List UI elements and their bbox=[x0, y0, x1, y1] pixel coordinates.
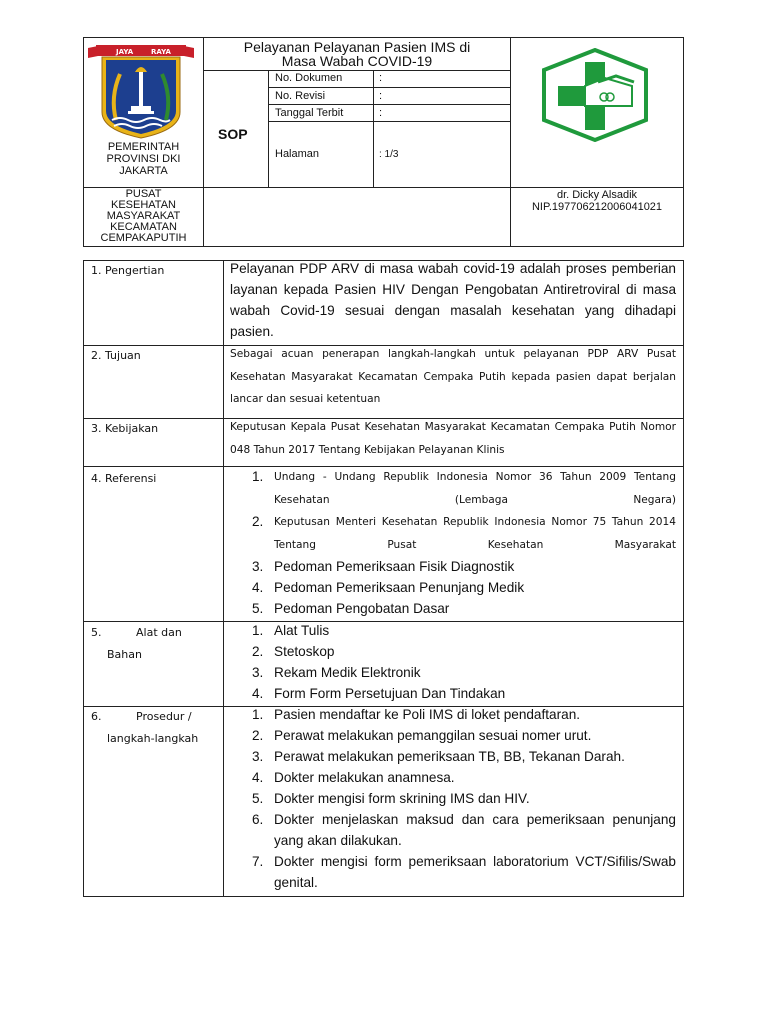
signatory-name: dr. Dicky Alsadik bbox=[556, 189, 638, 201]
list-item: 5. Dokter mengisi form skrining IMS dan HIV. bbox=[252, 791, 530, 806]
meta-value-date: : bbox=[379, 107, 383, 119]
list-item: 6. Dokter menjelaskan maksud dan cara pemeriksaan penunjang yang akan dilakukan. bbox=[252, 812, 676, 848]
list-item: 7. Dokter mengisi form pemeriksaan laboratorium VCT/Sifilis/Swab genital. bbox=[252, 854, 676, 890]
list-item: 3. Rekam Medik Elektronik bbox=[252, 665, 421, 680]
section-label-prosedur-num: 6. bbox=[91, 710, 102, 723]
ribbon-right-text: RAYA bbox=[151, 48, 171, 56]
institution-name: PEMERINTAH PROVINSI DKI JAKARTA bbox=[106, 141, 181, 177]
section-label-alat-a: Alat dan bbox=[136, 626, 182, 639]
signatory bbox=[511, 189, 683, 213]
list-item: 1. Undang - Undang Republik Indonesia Nomor 36 Tahun 2009 Tentang Kesehatan (Lembaga Negara) bbox=[252, 469, 676, 506]
section-label-kebijakan: 3. Kebijakan bbox=[91, 422, 159, 435]
ribbon-left-text: JAYA bbox=[116, 48, 134, 56]
meta-value-page: : 1/3 bbox=[379, 149, 399, 160]
list-item: 5. Pedoman Pengobatan Dasar bbox=[252, 601, 450, 616]
meta-value-rev: : bbox=[379, 90, 383, 102]
section-label-tujuan: 2. Tujuan bbox=[91, 349, 141, 362]
list-item: 3. Pedoman Pemeriksaan Fisik Diagnostik bbox=[252, 559, 515, 574]
sop-label: SOP bbox=[218, 126, 248, 142]
signatory-nip: NIP.197706212006041021 bbox=[531, 201, 663, 213]
section-label-referensi: 4. Referensi bbox=[91, 472, 157, 485]
list-item: 4. Dokter melakukan anamnesa. bbox=[252, 770, 455, 785]
list-item: 4. Form Form Persetujuan Dan Tindakan bbox=[252, 686, 506, 701]
unit-name: PUSAT KESEHATAN MASYARAKAT KECAMATAN CEMPAKAPUTIH bbox=[100, 188, 187, 244]
section-text-tujuan: Sebagai acuan penerapan langkah-langkah untuk pelayanan PDP ARV Pusat Kesehatan Masyarakat Kecamatan Cempaka Putih kepada pasien dapat berjalan lancar dan sesuai ketentuan bbox=[230, 348, 676, 405]
meta-label-date: Tanggal Terbit bbox=[275, 107, 344, 119]
meta-label-doc: No. Dokumen bbox=[275, 72, 343, 84]
alat-list bbox=[230, 620, 676, 704]
section-label-alat-num: 5. bbox=[91, 626, 102, 639]
meta-label-rev: No. Revisi bbox=[275, 90, 326, 102]
section-label-pengertian: 1. Pengertian bbox=[91, 264, 165, 277]
section-text-pengertian: Pelayanan PDP ARV di masa wabah covid-19 adalah proses pemberian layanan kepada Pasien HIV Dengan Pengobatan Antiretroviral di masa wabah Covid-19 sesuai dengan masalah kesehatan yang dihadapi pasien. bbox=[230, 261, 676, 339]
section-label-alat-b: Bahan bbox=[107, 648, 142, 661]
list-item: 1. Alat Tulis bbox=[252, 623, 330, 638]
section-label-prosedur-b: langkah-langkah bbox=[107, 732, 199, 745]
list-item: 2. Stetoskop bbox=[252, 644, 335, 659]
prosedur-list bbox=[230, 704, 676, 893]
referensi-list bbox=[230, 466, 676, 619]
section-label-prosedur-a: Prosedur / bbox=[136, 710, 192, 723]
document-title: Pelayanan Pelayanan Pasien IMS di Masa Wabah COVID-19 bbox=[243, 39, 471, 69]
list-item: 4. Pedoman Pemeriksaan Penunjang Medik bbox=[252, 580, 525, 595]
meta-label-page: Halaman bbox=[275, 148, 320, 160]
list-item: 3. Perawat melakukan pemeriksaan TB, BB, Tekanan Darah. bbox=[252, 749, 625, 764]
list-item: 2. Perawat melakukan pemanggilan sesuai nomer urut. bbox=[252, 728, 592, 743]
meta-value-doc: : bbox=[379, 72, 383, 84]
list-item: 2. Keputusan Menteri Kesehatan Republik Indonesia Nomor 75 Tahun 2014 Tentang Pusat Kesehatan Masyarakat bbox=[252, 514, 676, 551]
jakarta-emblem-logo bbox=[86, 42, 196, 142]
list-item: 1. Pasien mendaftar ke Poli IMS di loket pendaftaran. bbox=[252, 707, 581, 722]
section-text-kebijakan: Keputusan Kepala Pusat Kesehatan Masyarakat Kecamatan Cempaka Putih Nomor 048 Tahun 2017 Tentang Kebijakan Pelayanan Klinis bbox=[230, 421, 676, 456]
puskesmas-cross-logo bbox=[540, 48, 650, 142]
